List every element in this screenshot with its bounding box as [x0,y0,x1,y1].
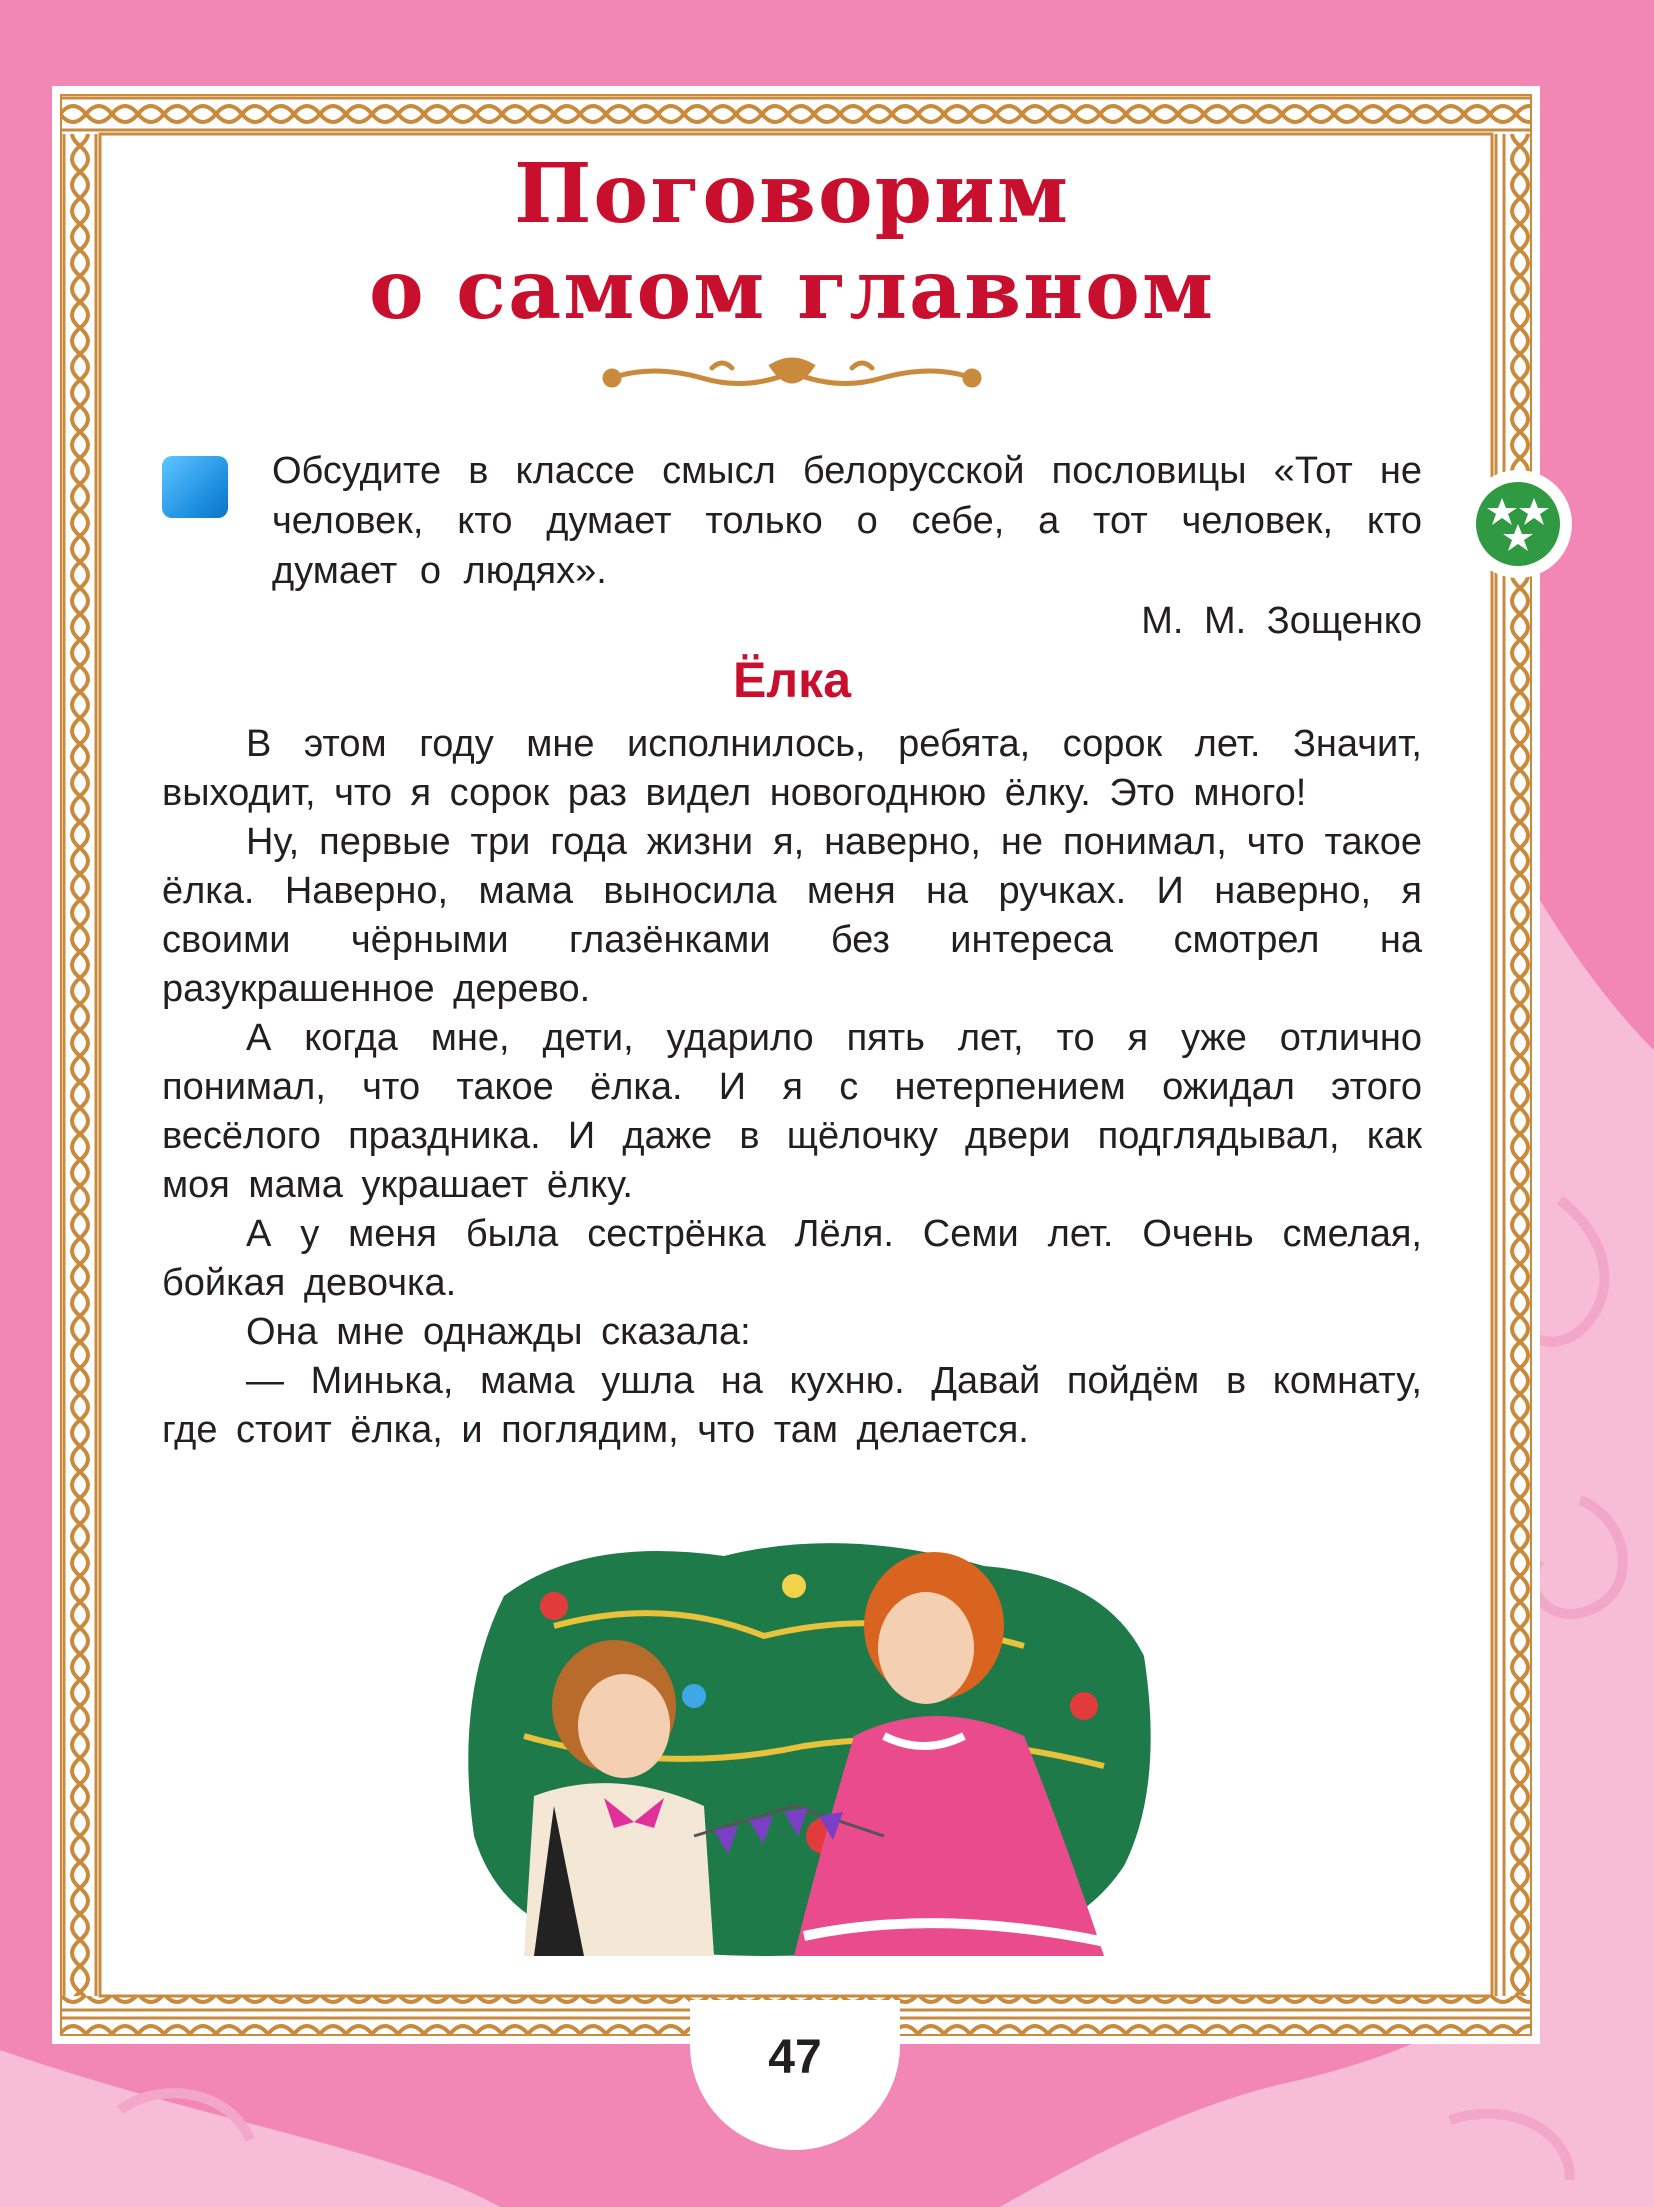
story-paragraph: В этом году мне исполнилось, ребята, сорок лет. Значит, выходит, что я сорок раз видел новогоднюю ёлку. Это много! [162,723,1422,814]
stars-badge-icon [1462,468,1574,580]
story-paragraph: — Минька, мама ушла на кухню. Давай пойдём в комнату, где стоит ёлка, и поглядим, что там делается. [162,1360,1422,1451]
christmas-tree-illustration [464,1536,1164,1966]
page-number: 47 [768,2031,822,2084]
story-title: Ёлка [732,652,852,708]
title-ornament-icon [592,356,992,396]
story-author: М. М. Зощенко [1141,600,1422,642]
page-sheet [52,86,1540,2044]
story-paragraph: А у меня была сестрёнка Лёля. Семи лет. Очень смелая, бойкая девочка. [162,1213,1422,1304]
title-line-2: о самом главном [368,242,1216,338]
title-line-1: Поговорим [513,146,1071,242]
task-text: Обсудите в классе смысл белорусской пословицы «Тот не человек, кто думает только о себе, а тот человек, кто думает о людях». [272,450,1422,592]
page-content [162,146,1422,1455]
task-square-icon [162,456,228,518]
story-paragraph: А когда мне, дети, ударило пять лет, то я уже отлично понимал, что такое ёлка. И я с нетерпением ожидал этого весёлого праздника. И даже в щёлочку двери подглядывал, как моя мама украшает ёлку. [162,1017,1422,1206]
page-title [162,146,1422,338]
discussion-task [162,446,1422,596]
story-paragraph: Она мне однажды сказала: [246,1311,751,1353]
story-paragraph: Ну, первые три года жизни я, наверно, не понимал, что такое ёлка. Наверно, мама выносила меня на ручках. И наверно, я своими чёрными глазёнками без интереса смотрел на разукрашенное дерево. [162,821,1422,1010]
